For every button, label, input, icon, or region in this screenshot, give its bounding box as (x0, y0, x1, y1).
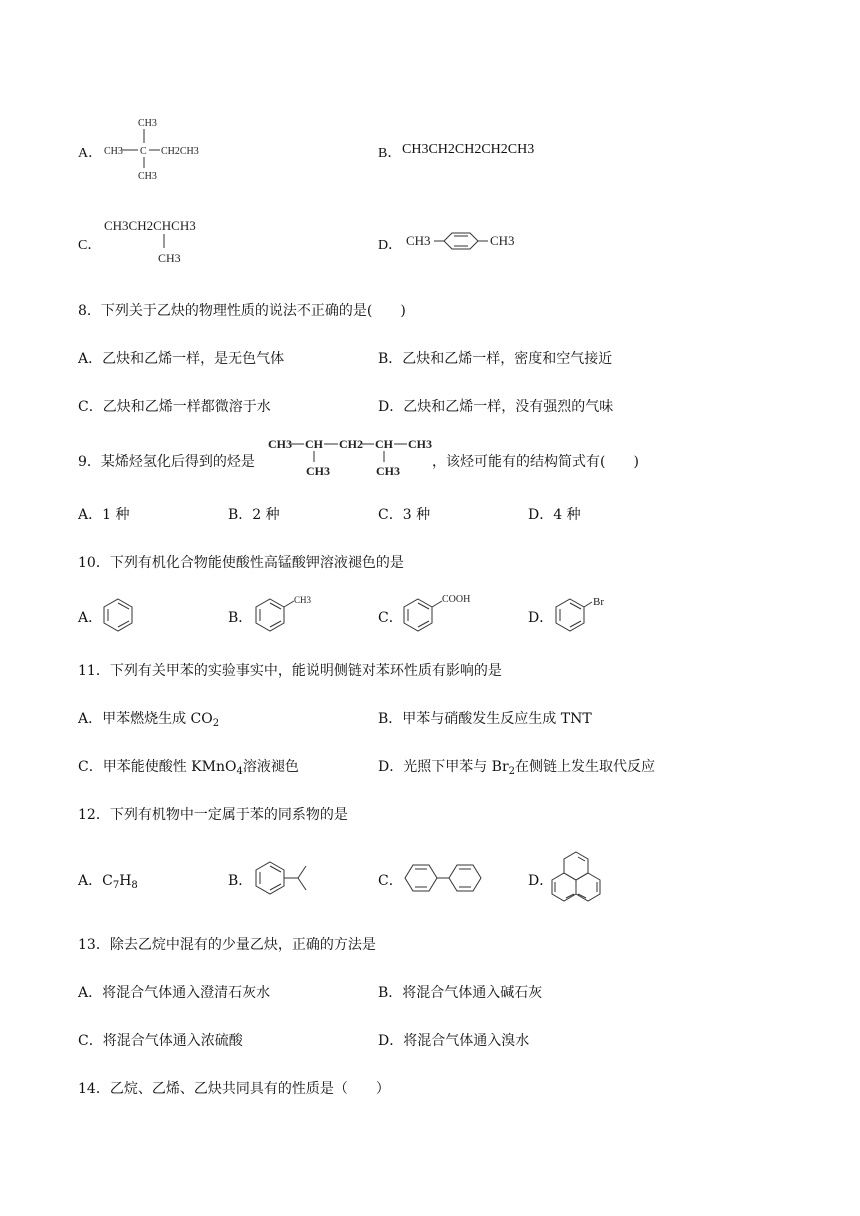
q13-option-a: A．将混合气体通入澄清石灰水 (78, 985, 271, 1001)
q11-stem: 11．下列有关甲苯的实验事实中，能说明侧链对苯环性质有影响的是 (78, 663, 502, 679)
q7a-center-c: C (140, 146, 147, 157)
q11-option-c-pre: C．甲苯能使酸性 KMnO (78, 759, 237, 775)
q9-stem-before: 9．某烯烃氢化后得到的烃是 (78, 454, 255, 470)
q12-option-c-label: C． (378, 873, 403, 889)
q7a-right-group: CH2CH3 (161, 146, 199, 157)
q7c-branch: CH3 (158, 251, 181, 265)
q9-option-b: B．2 种 (228, 507, 280, 523)
q11-option-c (78, 756, 299, 776)
q10-option-a-benzene (102, 597, 138, 633)
q9-c4: CH (375, 437, 393, 451)
q7d-right-ch3: CH3 (490, 233, 515, 248)
q10-stem: 10．下列有机化合物能使酸性高锰酸钾溶液褪色的是 (78, 555, 404, 571)
q10-option-a-label: A． (78, 610, 103, 626)
q10b-substituent: CH3 (294, 595, 312, 605)
q8-stem: 8．下列关于乙炔的物理性质的说法不正确的是( ) (78, 303, 406, 319)
q7-option-a-structure (100, 112, 220, 182)
q7-option-d-structure (404, 226, 524, 256)
q12-option-c-biphenyl (404, 862, 488, 896)
q10-option-b-label: B． (228, 610, 253, 626)
q12-option-a-mid: H (119, 873, 132, 889)
q10c-substituent: COOH (442, 594, 471, 605)
q11-option-c-post: 溶液褪色 (242, 759, 299, 775)
q7a-top-ch3: CH3 (138, 118, 157, 129)
q12-option-a-sub2: 8 (131, 880, 138, 891)
q12-option-a-sub1: 7 (112, 880, 120, 891)
q7-option-c-label: C． (78, 238, 102, 253)
q10-option-b-toluene (254, 592, 314, 634)
q8-option-c: C．乙炔和乙烯一样都微溶于水 (78, 399, 271, 415)
q12-option-d-label: D． (528, 873, 554, 889)
q9-c5: CH3 (408, 437, 432, 451)
q10d-substituent: Br (593, 596, 604, 608)
q7c-chain: CH3CH2CHCH3 (104, 218, 196, 233)
q13-option-d: D．将混合气体通入溴水 (378, 1033, 530, 1049)
q10-option-d-bromobenzene (554, 592, 614, 634)
q13-option-c: C．将混合气体通入浓硫酸 (78, 1033, 243, 1049)
q10-option-c-benzoic-acid (402, 592, 482, 634)
q8-option-d: D．乙炔和乙烯一样，没有强烈的气味 (378, 399, 614, 415)
q8-option-b: B．乙炔和乙烯一样，密度和空气接近 (378, 351, 613, 367)
q7a-bottom-ch3: CH3 (138, 171, 157, 182)
q7d-left-ch3: CH3 (406, 233, 431, 248)
q11-option-a-sub: 2 (212, 718, 220, 729)
q7-option-a-label: A． (78, 146, 103, 161)
q12-option-b-cumene (254, 860, 324, 896)
q12-option-a-label: A．C (78, 873, 113, 889)
q11-option-d-post: 在侧链上发生取代反应 (515, 759, 656, 775)
q12-option-d-phenalene (552, 848, 616, 908)
q7-option-b-formula: CH3CH2CH2CH2CH3 (402, 142, 535, 157)
q9-stem-after: ，该烃可能有的结构简式有( ) (432, 454, 639, 470)
q7-option-b-label: B． (378, 146, 402, 161)
q10-option-d-label: D． (528, 610, 554, 626)
q11-option-d-sub: 2 (508, 766, 516, 777)
q9-option-c: C．3 种 (378, 507, 431, 523)
q9-option-d: D．4 种 (528, 507, 581, 523)
q11-option-c-sub: 4 (236, 766, 243, 777)
q9-c1: CH3 (268, 437, 292, 451)
q11-option-d-pre: D．光照下甲苯与 Br (378, 759, 509, 775)
q12-option-a (78, 870, 138, 890)
q8-option-a: A．乙炔和乙烯一样，是无色气体 (78, 351, 285, 367)
q11-option-a (78, 708, 219, 728)
q11-option-d (378, 756, 655, 776)
q9-c2: CH (305, 437, 323, 451)
q11-option-b: B．甲苯与硝酸发生反应生成 TNT (378, 711, 592, 727)
q7-option-c-structure (104, 214, 224, 270)
q13-stem: 13．除去乙烷中混有的少量乙炔，正确的方法是 (78, 937, 376, 953)
q7a-left-ch3: CH3 (104, 146, 123, 157)
q13-option-b: B．将混合气体通入碱石灰 (378, 985, 543, 1001)
q9-structure (268, 432, 438, 482)
q9-c3: CH2 (339, 437, 363, 451)
q7-option-d-label: D． (378, 238, 403, 253)
q10-option-c-label: C． (378, 610, 403, 626)
q14-stem: 14．乙烷、乙烯、乙炔共同具有的性质是（ ） (78, 1081, 390, 1097)
q9-option-a: A．1 种 (78, 507, 130, 523)
q9-branch-2: CH3 (376, 464, 400, 478)
q11-option-a-text: A．甲苯燃烧生成 CO (78, 711, 213, 727)
q12-option-b-label: B． (228, 873, 253, 889)
q12-stem: 12．下列有机物中一定属于苯的同系物的是 (78, 807, 348, 823)
q9-branch-1: CH3 (306, 464, 330, 478)
